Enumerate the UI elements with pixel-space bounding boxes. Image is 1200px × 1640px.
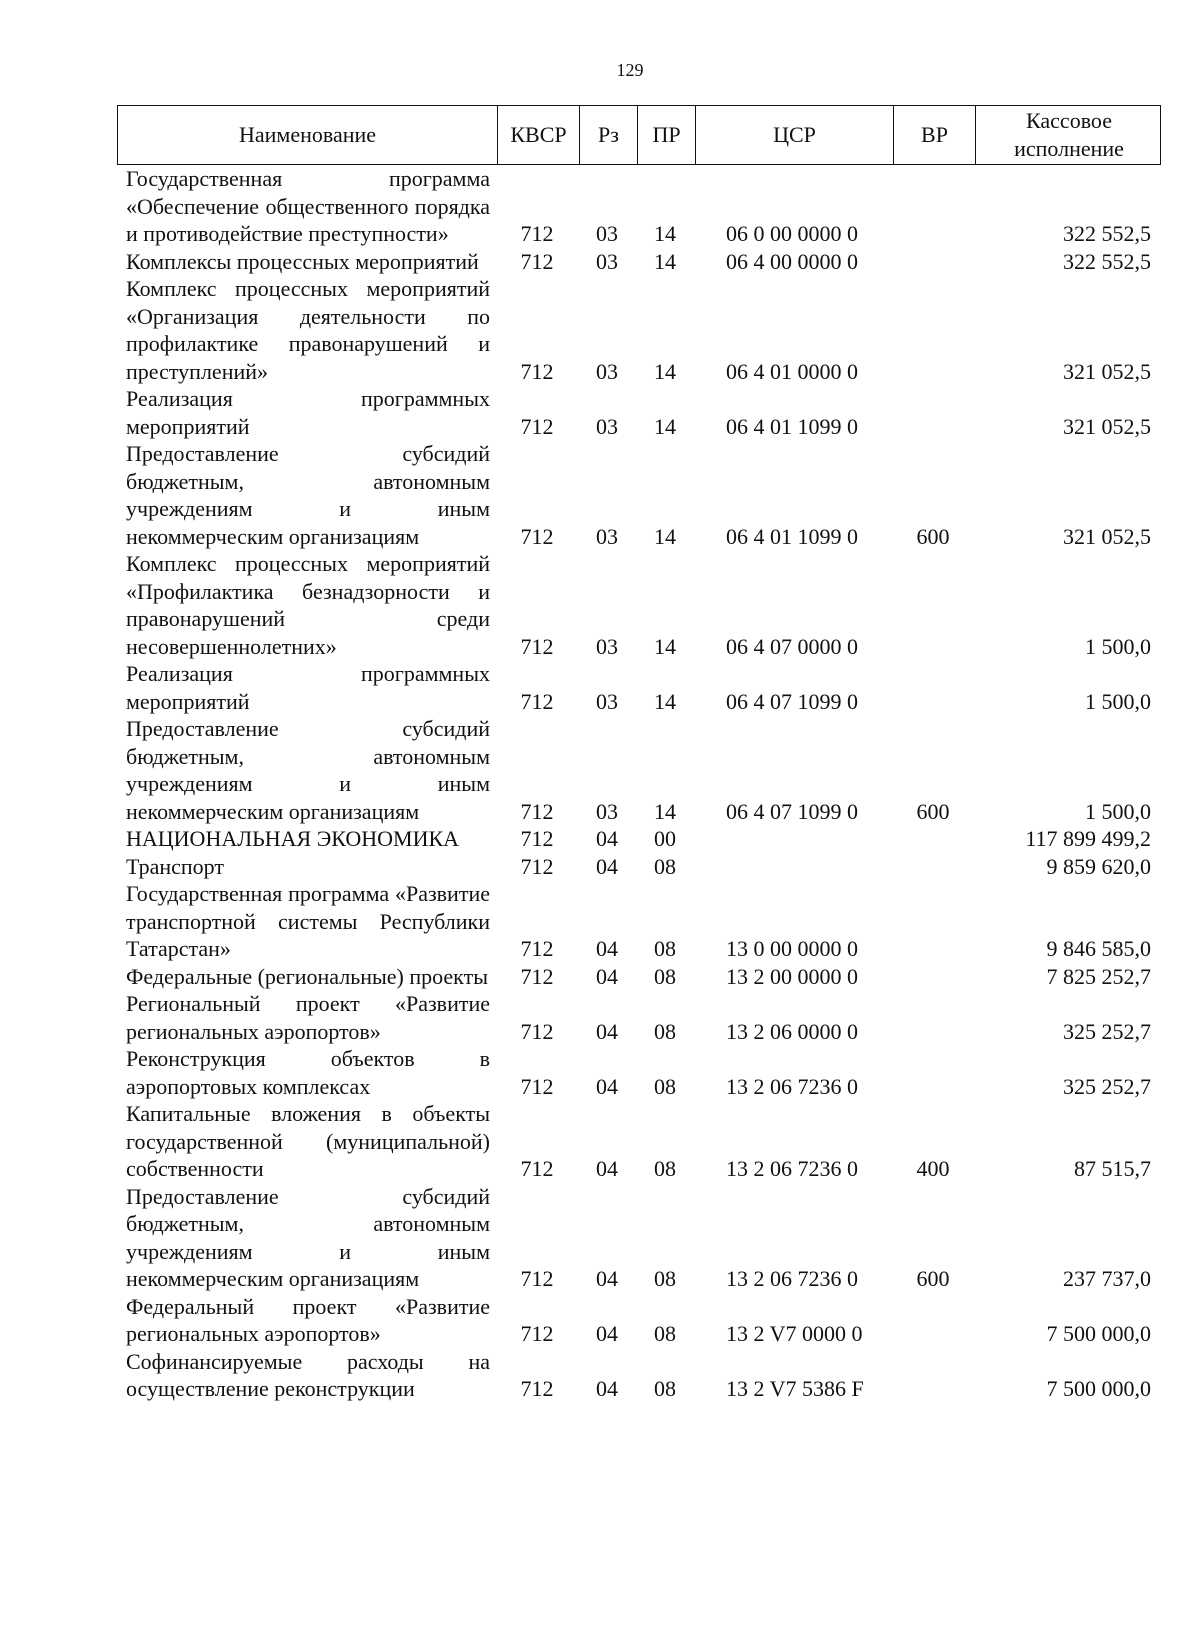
page-number: 129 [616,60,644,80]
row-pr: 08 [654,1073,676,1099]
row-kvsr: 712 [520,1073,554,1099]
row-vr [892,248,974,276]
row-pr: 08 [654,963,676,989]
row-rz: 03 [596,523,618,549]
table-row [117,275,1161,385]
row-rz: 03 [596,248,618,274]
row-amount: 117 899 499,2 [1025,826,1151,851]
row-name: Предоставление субсидий бюджетным, автономным учреждениям и иным некоммерческим организациям [126,716,490,824]
row-name: Реконструкция объектов в аэропортовых комплексах [126,1046,490,1099]
header-kvsr: КВСР [497,106,579,164]
row-amount: 1 500,0 [1085,688,1151,714]
row-vr [892,880,974,963]
row-amount: 9 859 620,0 [1046,853,1151,879]
row-amount: 321 052,5 [1063,358,1151,384]
row-name: Комплексы процессных мероприятий [126,248,479,274]
row-pr: 00 [654,826,676,851]
row-rz: 04 [596,1266,618,1291]
row-csr: 13 2 00 0000 0 [726,963,858,989]
row-csr [694,853,892,881]
row-csr: 06 4 01 0000 0 [726,358,858,384]
row-name: Федеральный проект «Развитие региональных аэропортов» [126,1293,490,1346]
row-name: Реализация программных мероприятий [126,386,490,439]
row-rz: 04 [596,1073,618,1099]
row-pr: 14 [654,523,676,549]
row-kvsr: 712 [520,221,554,246]
row-csr: 06 4 01 1099 0 [726,523,858,549]
row-kvsr: 712 [520,688,554,714]
row-name: Государственная программа «Развитие транспортной системы Республики Татарстан» [126,881,490,961]
row-kvsr: 712 [520,1156,554,1181]
row-vr [892,990,974,1045]
row-rz: 03 [596,413,618,439]
row-vr [892,275,974,385]
row-pr: 14 [654,688,676,714]
header-name: Наименование [238,122,377,147]
row-csr: 06 4 07 1099 0 [726,688,858,714]
row-csr [694,825,892,853]
row-pr: 08 [654,853,676,879]
row-pr: 08 [654,936,676,961]
row-csr: 06 4 07 0000 0 [726,633,858,659]
row-amount: 7 500 000,0 [1046,1321,1151,1346]
row-amount: 322 552,5 [1063,248,1151,274]
row-amount: 321 052,5 [1063,413,1151,439]
table-row [117,1100,1161,1183]
row-rz: 04 [596,1156,618,1181]
header-amount: Кассовое исполнение [975,106,1162,164]
table-row [117,825,1161,853]
row-kvsr: 712 [520,1321,554,1346]
row-vr: 600 [916,1266,950,1291]
row-vr: 400 [916,1156,950,1181]
row-pr: 14 [654,413,676,439]
row-pr: 08 [654,1018,676,1044]
row-vr [892,165,974,248]
row-rz: 04 [596,826,618,851]
row-kvsr: 712 [520,248,554,274]
row-pr: 08 [654,1156,676,1181]
header-vr: ВР [893,106,975,164]
table-row [117,1348,1161,1403]
row-pr: 08 [654,1376,676,1401]
row-name: Капитальные вложения в объекты государственной (муниципальной) собственности [126,1101,490,1181]
row-pr: 14 [654,798,676,824]
row-amount: 9 846 585,0 [1046,936,1151,961]
row-kvsr: 712 [520,826,554,851]
row-csr: 13 0 00 0000 0 [726,936,858,961]
row-rz: 04 [596,853,618,879]
row-rz: 03 [596,633,618,659]
row-pr: 08 [654,1266,676,1291]
table-row [117,385,1161,440]
row-rz: 04 [596,1018,618,1044]
table-row [117,963,1161,991]
row-csr: 13 2 06 7236 0 [726,1266,858,1291]
row-name: Региональный проект «Развитие региональных аэропортов» [126,991,490,1044]
table-row [117,1045,1161,1100]
header-csr: ЦСР [695,106,893,164]
row-vr: 600 [916,798,950,824]
row-csr: 06 4 01 1099 0 [726,413,858,439]
row-name: Федеральные (региональные) проекты [126,963,488,989]
row-kvsr: 712 [520,1018,554,1044]
row-name: Комплекс процессных мероприятий «Профилактика безнадзорности и правонарушений среди несовершеннолетних» [126,551,490,659]
table-row [117,165,1161,248]
table-body [117,165,1161,1403]
row-rz: 03 [596,221,618,246]
row-rz: 03 [596,358,618,384]
row-vr [892,853,974,881]
row-csr: 06 4 00 0000 0 [726,248,858,274]
row-kvsr: 712 [520,798,554,824]
row-csr: 13 2 06 7236 0 [726,1073,858,1099]
row-rz: 04 [596,1321,618,1346]
table-row [117,660,1161,715]
row-kvsr: 712 [520,853,554,879]
header-pr: ПР [637,106,695,164]
row-amount: 1 500,0 [1085,633,1151,659]
row-rz: 03 [596,798,618,824]
table-row [117,1183,1161,1293]
table-header [117,105,1161,165]
row-kvsr: 712 [520,523,554,549]
table-row [117,880,1161,963]
row-amount: 325 252,7 [1063,1018,1151,1044]
row-pr: 14 [654,248,676,274]
row-pr: 08 [654,1321,676,1346]
row-csr: 06 4 07 1099 0 [726,798,858,824]
row-kvsr: 712 [520,963,554,989]
row-amount: 325 252,7 [1063,1073,1151,1099]
table-row [117,440,1161,550]
row-csr: 13 2 06 7236 0 [726,1156,858,1181]
row-rz: 03 [596,688,618,714]
row-amount: 7 500 000,0 [1046,1376,1151,1401]
table-row [117,248,1161,276]
row-pr: 14 [654,633,676,659]
row-amount: 321 052,5 [1063,523,1151,549]
row-vr [892,660,974,715]
row-csr: 13 2 V7 5386 F [726,1376,864,1401]
row-kvsr: 712 [520,633,554,659]
row-vr [892,550,974,660]
row-csr: 13 2 V7 0000 0 [726,1321,863,1346]
row-amount: 237 737,0 [1063,1266,1151,1291]
table-row [117,990,1161,1045]
row-vr [892,825,974,853]
table-row [117,1293,1161,1348]
row-kvsr: 712 [520,936,554,961]
row-pr: 14 [654,358,676,384]
row-pr: 14 [654,221,676,246]
row-amount: 322 552,5 [1063,221,1151,246]
row-name: Государственная программа «Обеспечение общественного порядка и противодействие преступности» [126,166,490,246]
row-name: Реализация программных мероприятий [126,661,490,714]
row-name: Предоставление субсидий бюджетным, автономным учреждениям и иным некоммерческим организациям [126,441,490,549]
row-kvsr: 712 [520,1266,554,1291]
table-row [117,550,1161,660]
row-vr [892,1293,974,1348]
row-amount: 7 825 252,7 [1046,963,1151,989]
row-rz: 04 [596,936,618,961]
row-rz: 04 [596,1376,618,1401]
row-name: Предоставление субсидий бюджетным, автономным учреждениям и иным некоммерческим организациям [126,1183,490,1291]
row-rz: 04 [596,963,618,989]
row-vr: 600 [916,523,950,549]
table-row [117,715,1161,825]
row-csr: 06 0 00 0000 0 [726,221,858,246]
header-rz: Рз [579,106,637,164]
row-kvsr: 712 [520,358,554,384]
row-vr [892,1045,974,1100]
row-vr [892,1348,974,1403]
row-vr [892,963,974,991]
row-amount: 1 500,0 [1085,798,1151,824]
budget-table [117,105,1161,1403]
row-name: Транспорт [126,853,225,879]
row-csr: 13 2 06 0000 0 [726,1018,858,1044]
row-name: НАЦИОНАЛЬНАЯ ЭКОНОМИКА [126,826,460,851]
row-kvsr: 712 [520,1376,554,1401]
table-row [117,853,1161,881]
row-amount: 87 515,7 [1074,1156,1151,1181]
row-name: Комплекс процессных мероприятий «Организация деятельности по профилактике правонарушений и преступлений» [126,276,490,384]
row-vr [892,385,974,440]
row-kvsr: 712 [520,413,554,439]
row-name: Софинансируемые расходы на осуществление реконструкции [126,1348,490,1401]
